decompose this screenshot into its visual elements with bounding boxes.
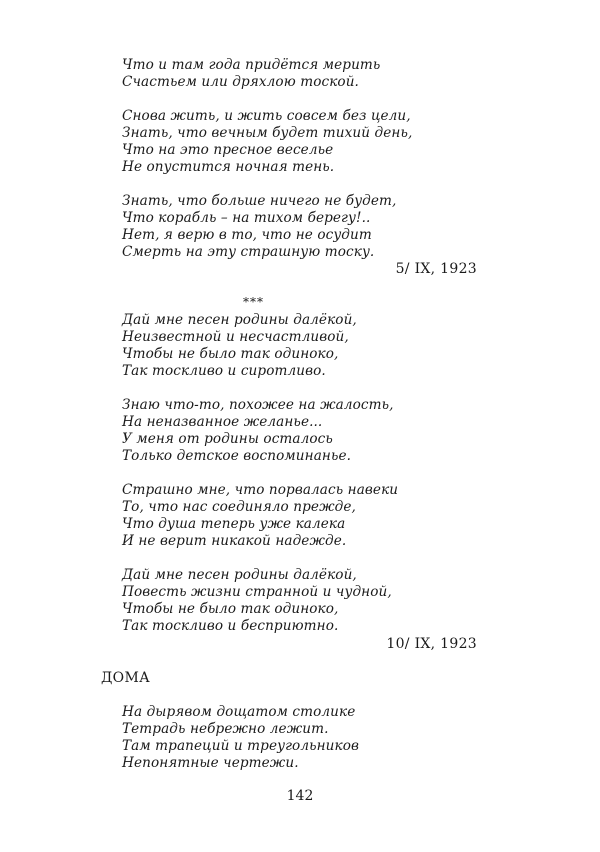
poem-line: Знаю что-то, похожее на жалость,	[122, 397, 394, 413]
poem-line: Смерть на эту страшную тоску.	[122, 244, 375, 260]
poem-line: Чтобы не было так одиноко,	[122, 601, 339, 617]
poem-line: Только детское воспоминанье.	[122, 448, 352, 464]
poem-line: На дырявом дощатом столике	[122, 704, 356, 720]
poem-line: У меня от родины осталось	[122, 431, 333, 447]
poem-line: На неназванное желанье...	[122, 414, 323, 430]
poem-line: Так тоскливо и сиротливо.	[122, 363, 326, 379]
page-number: 142	[286, 788, 314, 804]
poem-line: Дай мне песен родины далёкой,	[122, 312, 357, 328]
poem-date: 10/ IX, 1923	[386, 636, 477, 652]
poem-line: Неизвестной и несчастливой,	[122, 329, 349, 345]
poem-line: Страшно мне, что порвалась навеки	[122, 482, 399, 498]
poem-line: Дай мне песен родины далёкой,	[122, 567, 357, 583]
poem-line: Не опустится ночная тень.	[122, 159, 335, 175]
poem-line: Что душа теперь уже калека	[122, 516, 346, 532]
poem-line: Так тоскливо и бесприютно.	[122, 618, 339, 634]
poem-line: Тетрадь небрежно лежит.	[122, 721, 329, 737]
poem-line: Счастьем или дряхлою тоской.	[122, 74, 359, 90]
poem-line: Что на это пресное веселье	[122, 142, 334, 158]
poem-line: Непонятные чертежи.	[122, 755, 299, 771]
poem-line: Там трапеций и треугольников	[122, 738, 360, 754]
poem-line: Чтобы не было так одиноко,	[122, 346, 339, 362]
poem-line: Знать, что вечным будет тихий день,	[122, 125, 413, 141]
poem-line: Повесть жизни странной и чудной,	[122, 584, 392, 600]
poem-line: То, что нас соединяло прежде,	[122, 499, 356, 515]
poem-title: ДОМА	[101, 670, 150, 686]
poem-line: Что корабль – на тихом берегу!..	[122, 210, 371, 226]
section-separator: ***	[243, 295, 264, 309]
poem-line: И не верит никакой надежде.	[122, 533, 347, 549]
poem-line: Нет, я верю в то, что не осудит	[122, 227, 372, 243]
poem-line: Что и там года придётся мерить	[122, 57, 381, 73]
poem-line: Знать, что больше ничего не будет,	[122, 193, 397, 209]
poem-date: 5/ IX, 1923	[395, 261, 477, 277]
poem-line: Снова жить, и жить совсем без цели,	[122, 108, 411, 124]
